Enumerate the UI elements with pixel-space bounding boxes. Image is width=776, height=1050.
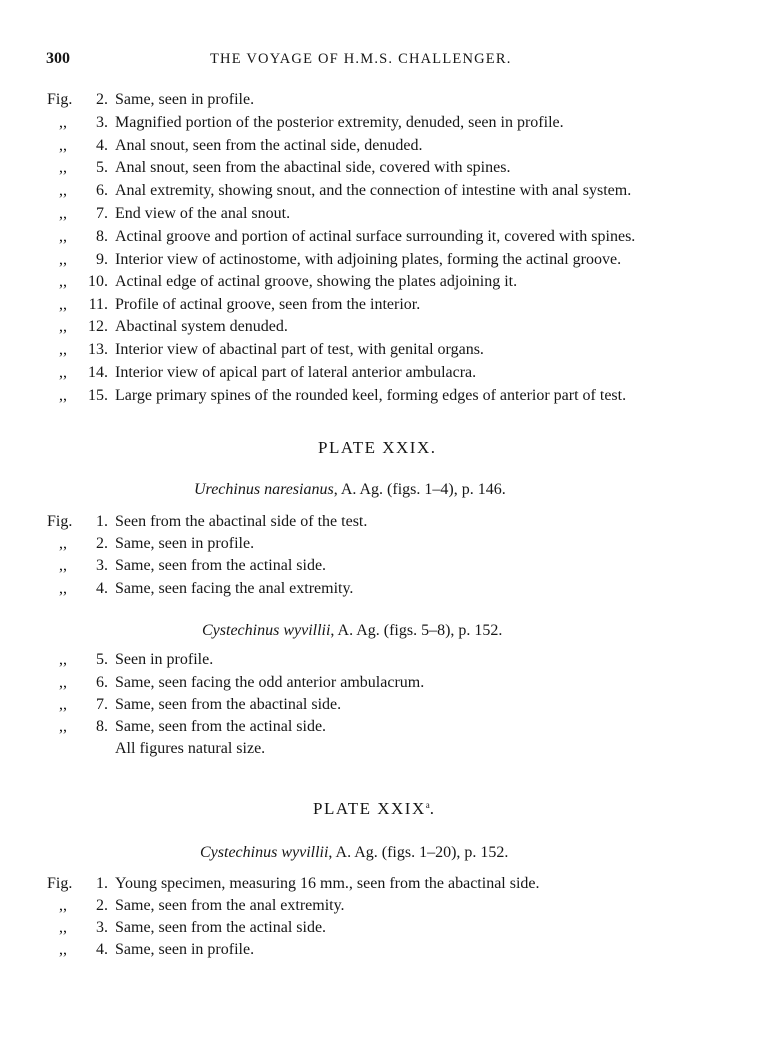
ditto-mark: ,, xyxy=(59,182,67,199)
figure-caption: End view of the anal snout. xyxy=(115,205,291,222)
figure-number: 4. xyxy=(96,137,108,154)
figure-number: 5. xyxy=(96,651,108,668)
figure-caption: Anal snout, seen from the actinal side, denuded. xyxy=(115,137,423,154)
species-name: Cystechinus wyvillii xyxy=(200,844,329,861)
plate-title-superscript: a xyxy=(425,800,430,810)
figure-caption: Anal snout, seen from the abactinal side, covered with spines. xyxy=(115,159,511,176)
ditto-mark: ,, xyxy=(59,159,67,176)
figure-caption: Abactinal system denuded. xyxy=(115,318,288,335)
figure-number: 2. xyxy=(96,535,108,552)
figure-number: 3. xyxy=(96,557,108,574)
figure-number: 15. xyxy=(88,387,108,404)
note-text: All figures natural size. xyxy=(115,740,266,757)
figure-number: 1. xyxy=(96,875,108,892)
figure-number: 5. xyxy=(96,159,108,176)
figure-caption: Same, seen from the anal extremity. xyxy=(115,897,345,914)
species-reference: , A. Ag. (figs. 1–4), p. 146. xyxy=(333,481,506,498)
page-number: 300 xyxy=(46,50,70,67)
ditto-mark: ,, xyxy=(59,114,67,131)
figure-caption: Same, seen from the actinal side. xyxy=(115,919,327,936)
figure-number: 8. xyxy=(96,718,108,735)
figure-caption: Interior view of abactinal part of test, with genital organs. xyxy=(115,341,484,358)
figure-caption: Same, seen from the actinal side. xyxy=(115,718,327,735)
figure-caption: Anal extremity, showing snout, and the connection of intestine with anal system. xyxy=(115,182,632,199)
plate-title: PLATE XXIX. xyxy=(318,438,437,457)
ditto-mark: ,, xyxy=(59,228,67,245)
figure-number: 2. xyxy=(96,897,108,914)
figure-number: 3. xyxy=(96,919,108,936)
plate-title-text: PLATE XXIX xyxy=(313,799,426,818)
figure-caption: Magnified portion of the posterior extremity, denuded, seen in profile. xyxy=(115,114,564,131)
figure-number: 14. xyxy=(88,364,108,381)
ditto-mark: ,, xyxy=(59,251,67,268)
ditto-mark: ,, xyxy=(59,919,67,936)
ditto-mark: ,, xyxy=(59,696,67,713)
figure-number: 11. xyxy=(88,296,108,313)
figure-caption: Same, seen in profile. xyxy=(115,91,255,108)
figure-number: 4. xyxy=(96,941,108,958)
ditto-mark: ,, xyxy=(59,137,67,154)
ditto-mark: ,, xyxy=(59,897,67,914)
figure-caption: Same, seen from the abactinal side. xyxy=(115,696,342,713)
figure-number: 13. xyxy=(88,341,108,358)
ditto-mark: ,, xyxy=(59,341,67,358)
figure-caption: Large primary spines of the rounded keel, forming edges of anterior part of test. xyxy=(115,387,627,404)
figure-caption: Same, seen in profile. xyxy=(115,941,255,958)
species-name: Cystechinus wyvillii xyxy=(202,622,331,639)
species-heading xyxy=(194,481,506,499)
figure-number: 1. xyxy=(96,513,108,530)
figure-caption: Profile of actinal groove, seen from the interior. xyxy=(115,296,421,313)
ditto-mark: ,, xyxy=(59,674,67,691)
figure-caption: Interior view of apical part of lateral anterior ambulacra. xyxy=(115,364,477,381)
figure-number: 9. xyxy=(96,251,108,268)
plate-title xyxy=(313,799,436,819)
plate-title-period: . xyxy=(429,799,436,818)
species-reference: , A. Ag. (figs. 5–8), p. 152. xyxy=(330,622,503,639)
species-heading xyxy=(202,622,502,640)
fig-label: Fig. xyxy=(47,91,73,108)
figure-number: 6. xyxy=(96,182,108,199)
ditto-mark: ,, xyxy=(59,296,67,313)
figure-number: 7. xyxy=(96,696,108,713)
ditto-mark: ,, xyxy=(59,535,67,552)
ditto-mark: ,, xyxy=(59,941,67,958)
ditto-mark: ,, xyxy=(59,273,67,290)
species-heading xyxy=(200,844,508,862)
figure-caption: Same, seen in profile. xyxy=(115,535,255,552)
figure-caption: Young specimen, measuring 16 mm., seen from the abactinal side. xyxy=(115,875,540,892)
figure-number: 2. xyxy=(96,91,108,108)
figure-number: 10. xyxy=(88,273,108,290)
figure-caption: Interior view of actinostome, with adjoining plates, forming the actinal groove. xyxy=(115,251,622,268)
species-reference: , A. Ag. (figs. 1–20), p. 152. xyxy=(328,844,509,861)
ditto-mark: ,, xyxy=(59,580,67,597)
figure-number: 4. xyxy=(96,580,108,597)
fig-label: Fig. xyxy=(47,513,73,530)
ditto-mark: ,, xyxy=(59,364,67,381)
ditto-mark: ,, xyxy=(59,318,67,335)
figure-number: 3. xyxy=(96,114,108,131)
fig-label: Fig. xyxy=(47,875,73,892)
figure-number: 6. xyxy=(96,674,108,691)
ditto-mark: ,, xyxy=(59,718,67,735)
figure-caption: Seen in profile. xyxy=(115,651,214,668)
ditto-mark: ,, xyxy=(59,387,67,404)
ditto-mark: ,, xyxy=(59,205,67,222)
figure-number: 8. xyxy=(96,228,108,245)
figure-number: 12. xyxy=(88,318,108,335)
figure-number: 7. xyxy=(96,205,108,222)
figure-caption: Seen from the abactinal side of the test. xyxy=(115,513,368,530)
figure-caption: Same, seen facing the odd anterior ambulacrum. xyxy=(115,674,425,691)
figure-caption: Actinal groove and portion of actinal surface surrounding it, covered with spines. xyxy=(115,228,636,245)
running-title: THE VOYAGE OF H.M.S. CHALLENGER. xyxy=(210,51,512,67)
ditto-mark: ,, xyxy=(59,651,67,668)
species-name: Urechinus naresianus xyxy=(194,481,334,498)
figure-caption: Same, seen from the actinal side. xyxy=(115,557,327,574)
ditto-mark: ,, xyxy=(59,557,67,574)
figure-caption: Same, seen facing the anal extremity. xyxy=(115,580,354,597)
figure-caption: Actinal edge of actinal groove, showing the plates adjoining it. xyxy=(115,273,518,290)
